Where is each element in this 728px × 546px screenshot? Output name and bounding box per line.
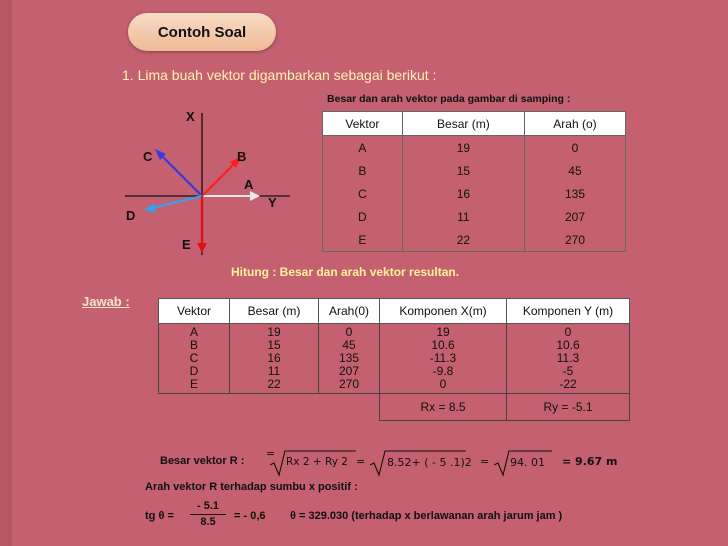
table-row	[323, 182, 626, 205]
fraction-bar	[190, 514, 226, 515]
list-item: 45	[342, 338, 356, 352]
equals-sign: =	[356, 455, 366, 468]
table-cell: 45	[524, 159, 625, 182]
vector-diagram-svg	[110, 105, 310, 265]
table-caption: Besar dan arah vektor pada gambar di samping :	[327, 93, 571, 105]
vector-b-arrow	[202, 163, 235, 196]
y-axis-label: Y	[268, 195, 277, 210]
vector-table-header-vector: Vektor	[323, 112, 403, 136]
table-cell	[507, 324, 630, 394]
table-cell: E	[323, 228, 403, 252]
vector-e-arrowhead	[197, 243, 207, 253]
blank-cell	[159, 394, 380, 421]
slide-title: Contoh Soal	[128, 13, 276, 51]
vector-c-arrow	[160, 154, 202, 196]
list-item: 0	[345, 325, 353, 339]
table-cell: 22	[402, 228, 524, 252]
table-cell	[319, 324, 380, 394]
list-item: -11.3	[429, 351, 457, 365]
ratio-value: = - 0,6	[234, 510, 266, 522]
table-cell	[230, 324, 319, 394]
component-header-x: Komponen X(m)	[380, 299, 507, 324]
list-item: -22	[559, 377, 577, 391]
direction-label: Arah vektor R terhadap sumbu x positif :	[145, 481, 358, 493]
list-item: 11	[267, 364, 281, 378]
table-cell: 11	[402, 205, 524, 228]
component-table	[158, 298, 630, 421]
list-item: 15	[267, 338, 281, 352]
left-edge-bar	[0, 0, 12, 546]
vector-table	[322, 111, 626, 252]
list-item: 19	[436, 325, 450, 339]
table-row	[323, 205, 626, 228]
vector-a-label: A	[244, 177, 254, 192]
tg-label: tg θ =	[145, 510, 174, 522]
sqrt-expression-3: 94. 01	[510, 456, 545, 469]
list-item: 0	[564, 325, 572, 339]
table-cell: A	[323, 136, 403, 160]
theta-result: θ = 329.030 (terhadap x berlawanan arah jarum jam )	[290, 510, 563, 522]
vector-c-label: C	[143, 149, 153, 164]
table-cell: D	[323, 205, 403, 228]
list-item: 11.3	[556, 351, 580, 365]
table-cell: 0	[524, 136, 625, 160]
table-cell: 19	[402, 136, 524, 160]
problem-statement: 1. Lima buah vektor digambarkan sebagai berikut :	[122, 67, 437, 83]
list-item: 16	[267, 351, 281, 365]
vector-d-arrow	[152, 196, 202, 208]
table-cell: C	[323, 182, 403, 205]
list-item: 135	[338, 351, 360, 365]
list-item: 19	[267, 325, 281, 339]
component-header-magnitude: Besar (m)	[230, 299, 319, 324]
table-cell: 207	[524, 205, 625, 228]
table-cell: 270	[524, 228, 625, 252]
answer-label: Jawab :	[82, 294, 130, 309]
magnitude-label: Besar vektor R :	[160, 455, 245, 467]
vector-table-header-magnitude: Besar (m)	[402, 112, 524, 136]
x-axis-label: X	[186, 109, 195, 124]
list-item: E	[189, 377, 198, 391]
fraction-denominator: 8.5	[200, 516, 216, 528]
vector-a-arrowhead	[250, 191, 260, 201]
vector-e-label: E	[182, 237, 191, 252]
list-item: 270	[338, 377, 360, 391]
equals-sign: =	[480, 455, 490, 468]
list-item: 0	[439, 377, 447, 391]
sqrt-expression-1: Rx 2 + Ry 2	[286, 456, 348, 468]
table-cell	[159, 324, 230, 394]
sqrt-expression-2: 8.52+ ( - 5 .1)2	[387, 456, 472, 469]
vector-d-label: D	[126, 208, 136, 223]
table-row	[159, 324, 630, 394]
list-item: -5	[562, 364, 574, 378]
table-cell: 135	[524, 182, 625, 205]
list-item: 10.6	[556, 338, 580, 352]
list-item: A	[189, 325, 198, 339]
list-item: 10.6	[431, 338, 455, 352]
rx-cell: Rx = 8.5	[380, 394, 507, 421]
vector-b-label: B	[237, 149, 247, 164]
list-item: D	[189, 364, 199, 378]
vector-table-header-direction: Arah (o)	[524, 112, 625, 136]
list-item: -9.8	[432, 364, 454, 378]
component-header-direction: Arah(0)	[319, 299, 380, 324]
sum-row	[159, 394, 630, 421]
table-row	[323, 136, 626, 160]
vector-diagram	[110, 105, 310, 270]
table-cell: 16	[402, 182, 524, 205]
equals-sign: =	[266, 447, 276, 460]
list-item: C	[189, 351, 199, 365]
table-cell	[380, 324, 507, 394]
component-header-y: Komponen Y (m)	[507, 299, 630, 324]
list-item: B	[189, 338, 198, 352]
table-cell: 15	[402, 159, 524, 182]
vector-d-arrowhead	[144, 203, 156, 213]
list-item: 207	[338, 364, 360, 378]
table-row	[323, 159, 626, 182]
table-row	[323, 228, 626, 252]
component-header-vector: Vektor	[159, 299, 230, 324]
ry-cell: Ry = -5.1	[507, 394, 630, 421]
magnitude-result: = 9.67 m	[562, 455, 618, 468]
task-text: Hitung : Besar dan arah vektor resultan.	[231, 265, 460, 279]
table-cell: B	[323, 159, 403, 182]
fraction-numerator: - 5.1	[196, 500, 219, 512]
list-item: 22	[267, 377, 281, 391]
